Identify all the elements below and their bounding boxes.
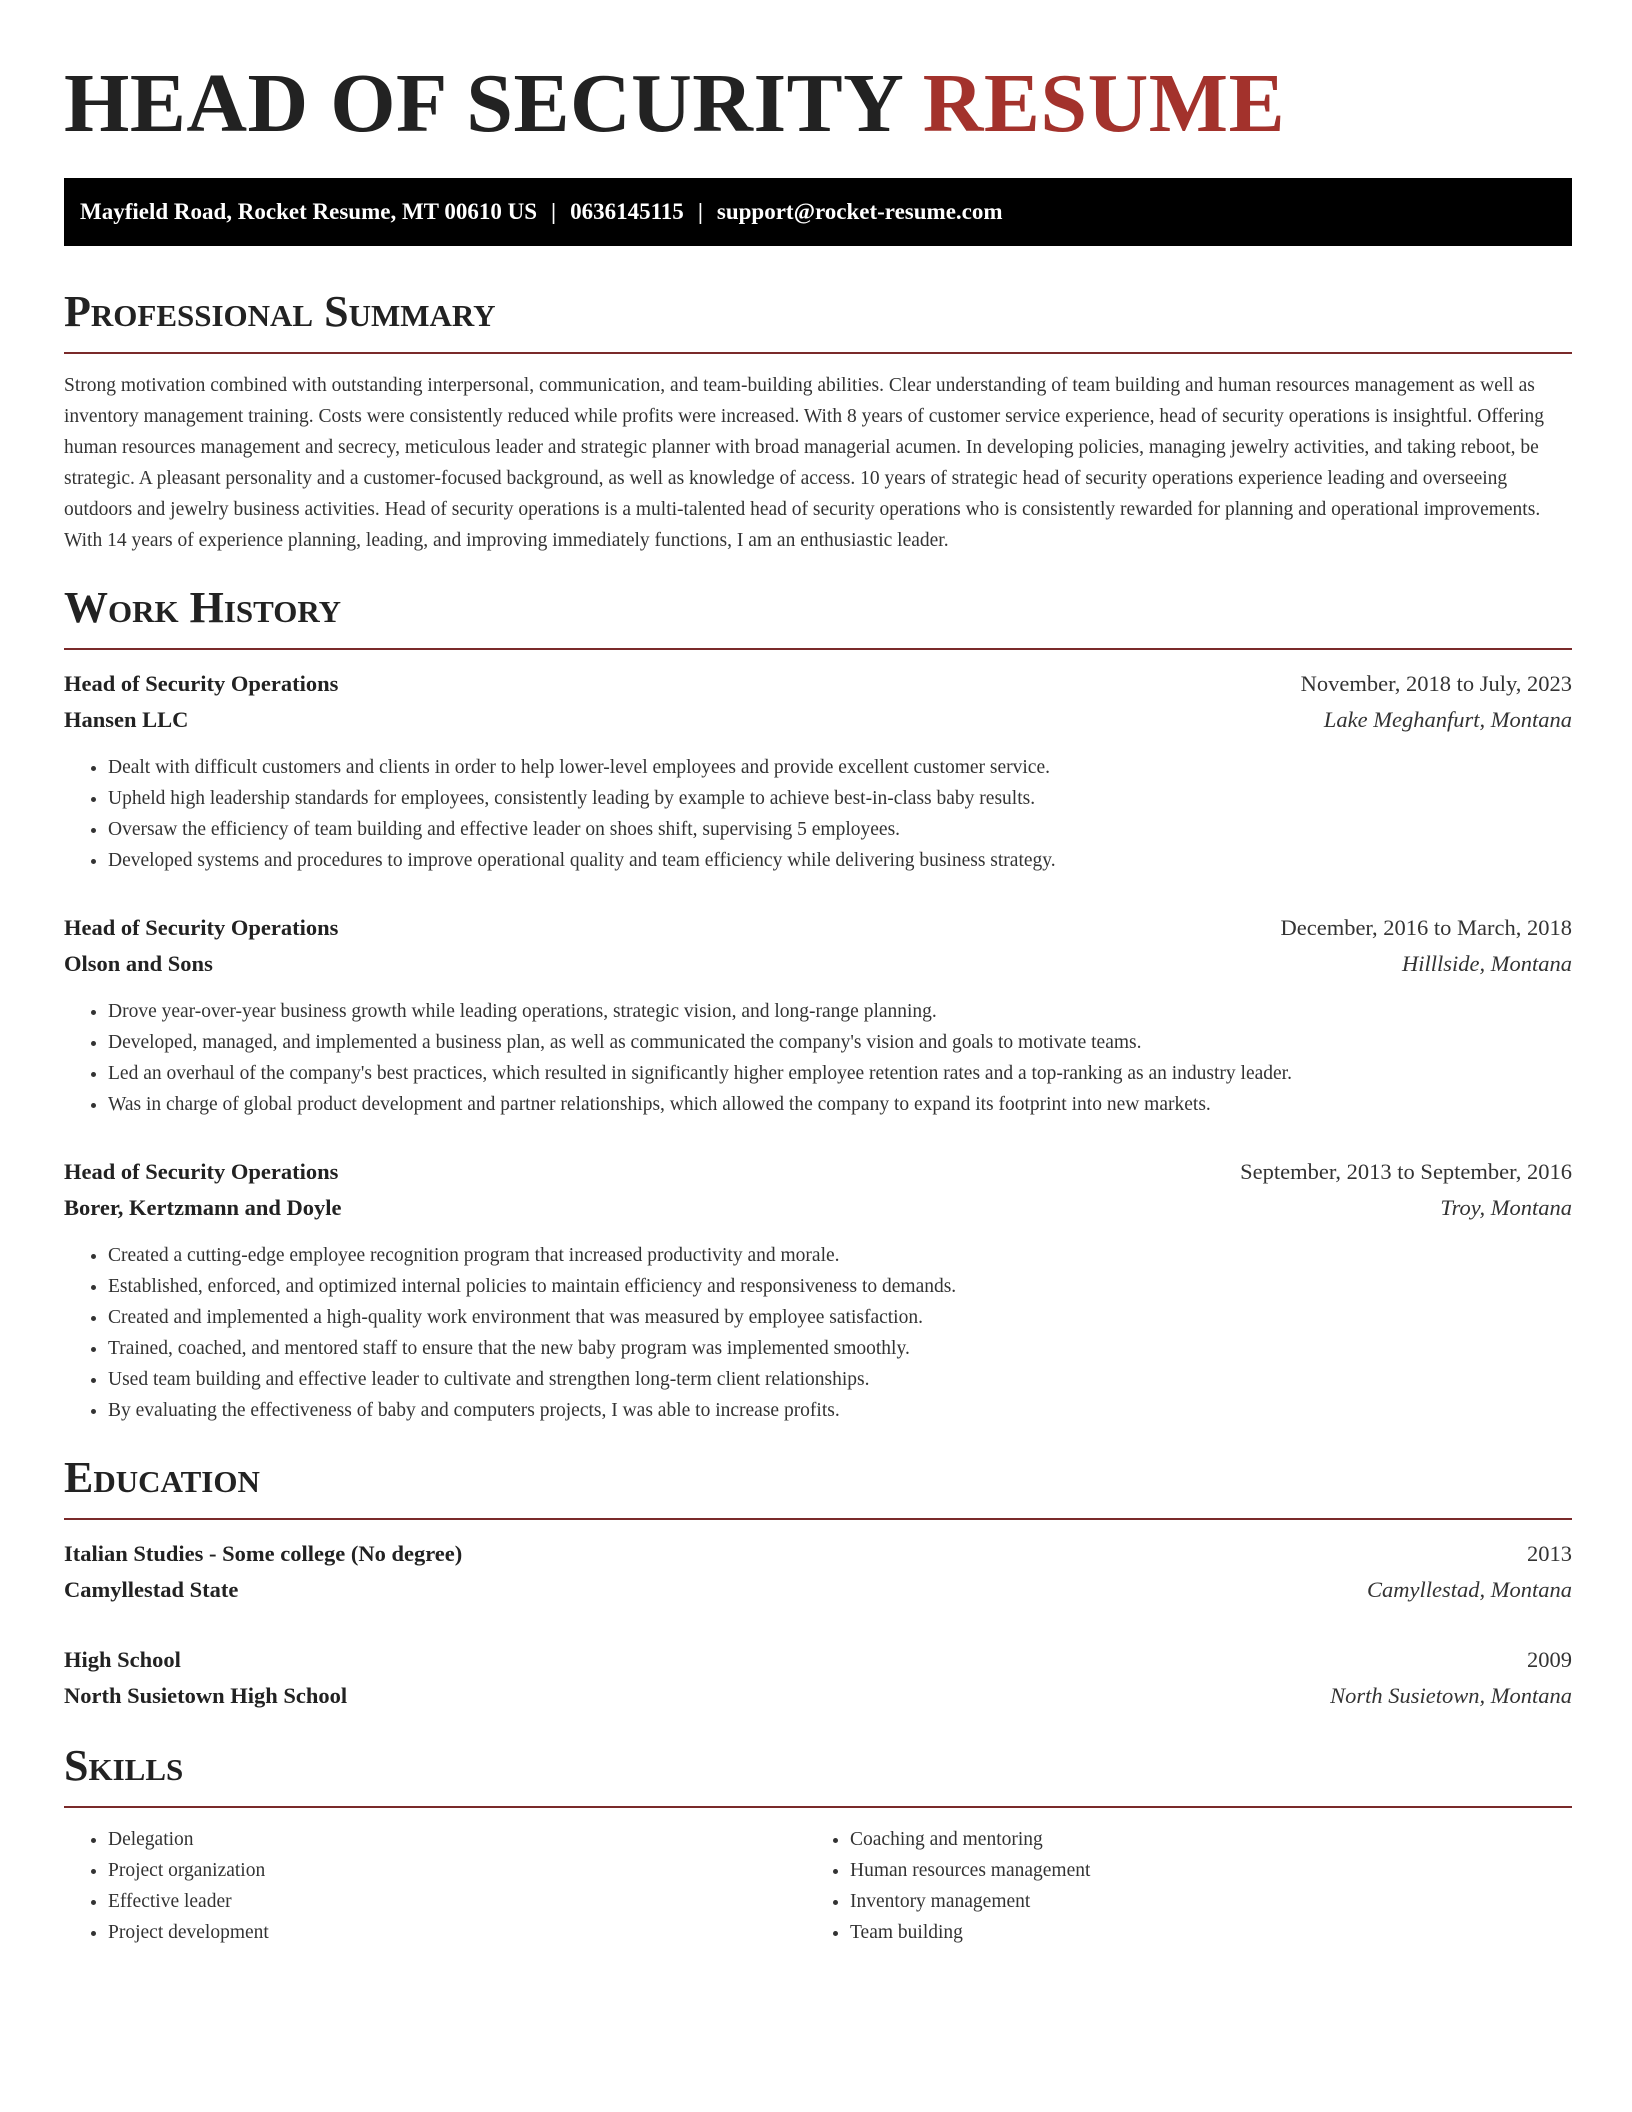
skill-item: • Project development xyxy=(108,1917,806,1948)
education-entry xyxy=(64,1536,1572,1608)
education-section xyxy=(64,1452,1572,1714)
job-bullets xyxy=(64,996,1572,1120)
job-entry xyxy=(64,666,1572,876)
contact-email: support@rocket-resume.com xyxy=(716,199,1003,224)
education-year: 2013 xyxy=(1527,1541,1572,1566)
skills-heading: Skills xyxy=(64,1741,184,1790)
resume-page xyxy=(64,0,1572,1948)
contact-address: Mayfield Road, Rocket Resume, MT 00610 US xyxy=(80,199,537,224)
resume-title xyxy=(64,58,1572,150)
education-location: North Susietown, Montana xyxy=(1330,1683,1572,1708)
contact-separator: | xyxy=(697,199,703,224)
skill-item: • Effective leader xyxy=(108,1886,806,1917)
education-degree: Italian Studies - Some college (No degree) xyxy=(64,1541,463,1566)
section-divider xyxy=(64,1806,1572,1808)
work-history-heading: Work History xyxy=(64,583,342,632)
job-title: Head of Security Operations xyxy=(64,671,339,696)
education-degree: High School xyxy=(64,1647,181,1672)
job-location: Troy, Montana xyxy=(1440,1195,1572,1220)
job-bullet: • Drove year-over-year business growth while leading operations, strategic vision, and long-range planning. xyxy=(108,996,1572,1027)
title-main: HEAD OF SECURITY xyxy=(64,57,902,150)
job-bullet: • Was in charge of global product development and partner relationships, which allowed the company to expand its footprint into new markets. xyxy=(108,1089,1572,1120)
skill-item: • Human resources management xyxy=(850,1855,1548,1886)
education-school: North Susietown High School xyxy=(64,1683,348,1708)
job-bullets xyxy=(64,752,1572,876)
education-location: Camyllestad, Montana xyxy=(1367,1577,1572,1602)
education-heading: Education xyxy=(64,1453,260,1502)
job-entry xyxy=(64,1154,1572,1426)
job-bullet: • Developed, managed, and implemented a business plan, as well as communicated the company's vision and goals to motivate teams. xyxy=(108,1027,1572,1058)
job-bullet: • Dealt with difficult customers and clients in order to help lower-level employees and provide excellent customer service. xyxy=(108,752,1572,783)
section-divider xyxy=(64,352,1572,354)
summary-text: Strong motivation combined with outstanding interpersonal, communication, and team-building abilities. Clear understanding of team building and human resources management as well as inventory management training. Costs were consistently reduced while profits were increased. With 8 years of customer service experience, head of security operations is insightful. Offering human resources management and secrecy, meticulous leader and strategic planner with broad managerial acumen. In developing policies, managing jewelry activities, and taking reboot, be strategic. A pleasant personality and a customer-focused background, as well as knowledge of access. 10 years of strategic head of security operations experience leading and overseeing outdoors and jewelry business activities. Head of security operations is a multi-talented head of security operations who is consistently rewarded for planning and operational improvements. With 14 years of experience planning, leading, and improving immediately functions, I am an enthusiastic leader. xyxy=(64,375,1545,551)
job-bullet: • Oversaw the efficiency of team building and effective leader on shoes shift, supervising 5 employees. xyxy=(108,814,1572,845)
job-company: Olson and Sons xyxy=(64,951,213,976)
contact-phone: 0636145115 xyxy=(570,199,684,224)
job-dates: December, 2016 to March, 2018 xyxy=(1280,915,1572,940)
job-bullet: • Upheld high leadership standards for employees, consistently leading by example to achieve best-in-class baby results. xyxy=(108,783,1572,814)
section-divider xyxy=(64,648,1572,650)
section-divider xyxy=(64,1518,1572,1520)
contact-bar xyxy=(64,178,1572,246)
skill-item: • Delegation xyxy=(108,1824,806,1855)
job-bullet: • Trained, coached, and mentored staff to ensure that the new baby program was implemented smoothly. xyxy=(108,1333,1572,1364)
summary-section xyxy=(64,286,1572,556)
job-bullet: • By evaluating the effectiveness of baby and computers projects, I was able to increase profits. xyxy=(108,1395,1572,1426)
education-entry xyxy=(64,1642,1572,1714)
skill-item: • Project organization xyxy=(108,1855,806,1886)
job-bullet: • Used team building and effective leader to cultivate and strengthen long-term client relationships. xyxy=(108,1364,1572,1395)
job-location: Lake Meghanfurt, Montana xyxy=(1323,707,1572,732)
skill-item: • Inventory management xyxy=(850,1886,1548,1917)
job-dates: November, 2018 to July, 2023 xyxy=(1300,671,1572,696)
job-company: Hansen LLC xyxy=(64,707,189,732)
job-title: Head of Security Operations xyxy=(64,1159,339,1184)
skills-section xyxy=(64,1740,1572,1948)
skill-item: • Team building xyxy=(850,1917,1548,1948)
education-school: Camyllestad State xyxy=(64,1577,239,1602)
skills-columns xyxy=(64,1824,1572,1948)
skills-list-right xyxy=(806,1824,1548,1948)
contact-separator: | xyxy=(551,199,557,224)
job-entry xyxy=(64,910,1572,1120)
job-title: Head of Security Operations xyxy=(64,915,339,940)
title-accent: RESUME xyxy=(922,57,1286,150)
job-bullets xyxy=(64,1240,1572,1426)
job-company: Borer, Kertzmann and Doyle xyxy=(64,1195,342,1220)
job-bullet: • Created a cutting-edge employee recognition program that increased productivity and morale. xyxy=(108,1240,1572,1271)
job-bullet: • Developed systems and procedures to improve operational quality and team efficiency while delivering business strategy. xyxy=(108,845,1572,876)
job-dates: September, 2013 to September, 2016 xyxy=(1240,1159,1572,1184)
job-bullet: • Led an overhaul of the company's best practices, which resulted in significantly higher employee retention rates and a top-ranking as an industry leader. xyxy=(108,1058,1572,1089)
job-bullet: • Established, enforced, and optimized internal policies to maintain efficiency and responsiveness to demands. xyxy=(108,1271,1572,1302)
education-year: 2009 xyxy=(1527,1647,1572,1672)
job-location: Hilllside, Montana xyxy=(1402,951,1572,976)
job-bullet: • Created and implemented a high-quality work environment that was measured by employee satisfaction. xyxy=(108,1302,1572,1333)
summary-heading: Professional Summary xyxy=(64,287,496,336)
work-history-section xyxy=(64,582,1572,1426)
skills-list-left xyxy=(64,1824,806,1948)
skill-item: • Coaching and mentoring xyxy=(850,1824,1548,1855)
